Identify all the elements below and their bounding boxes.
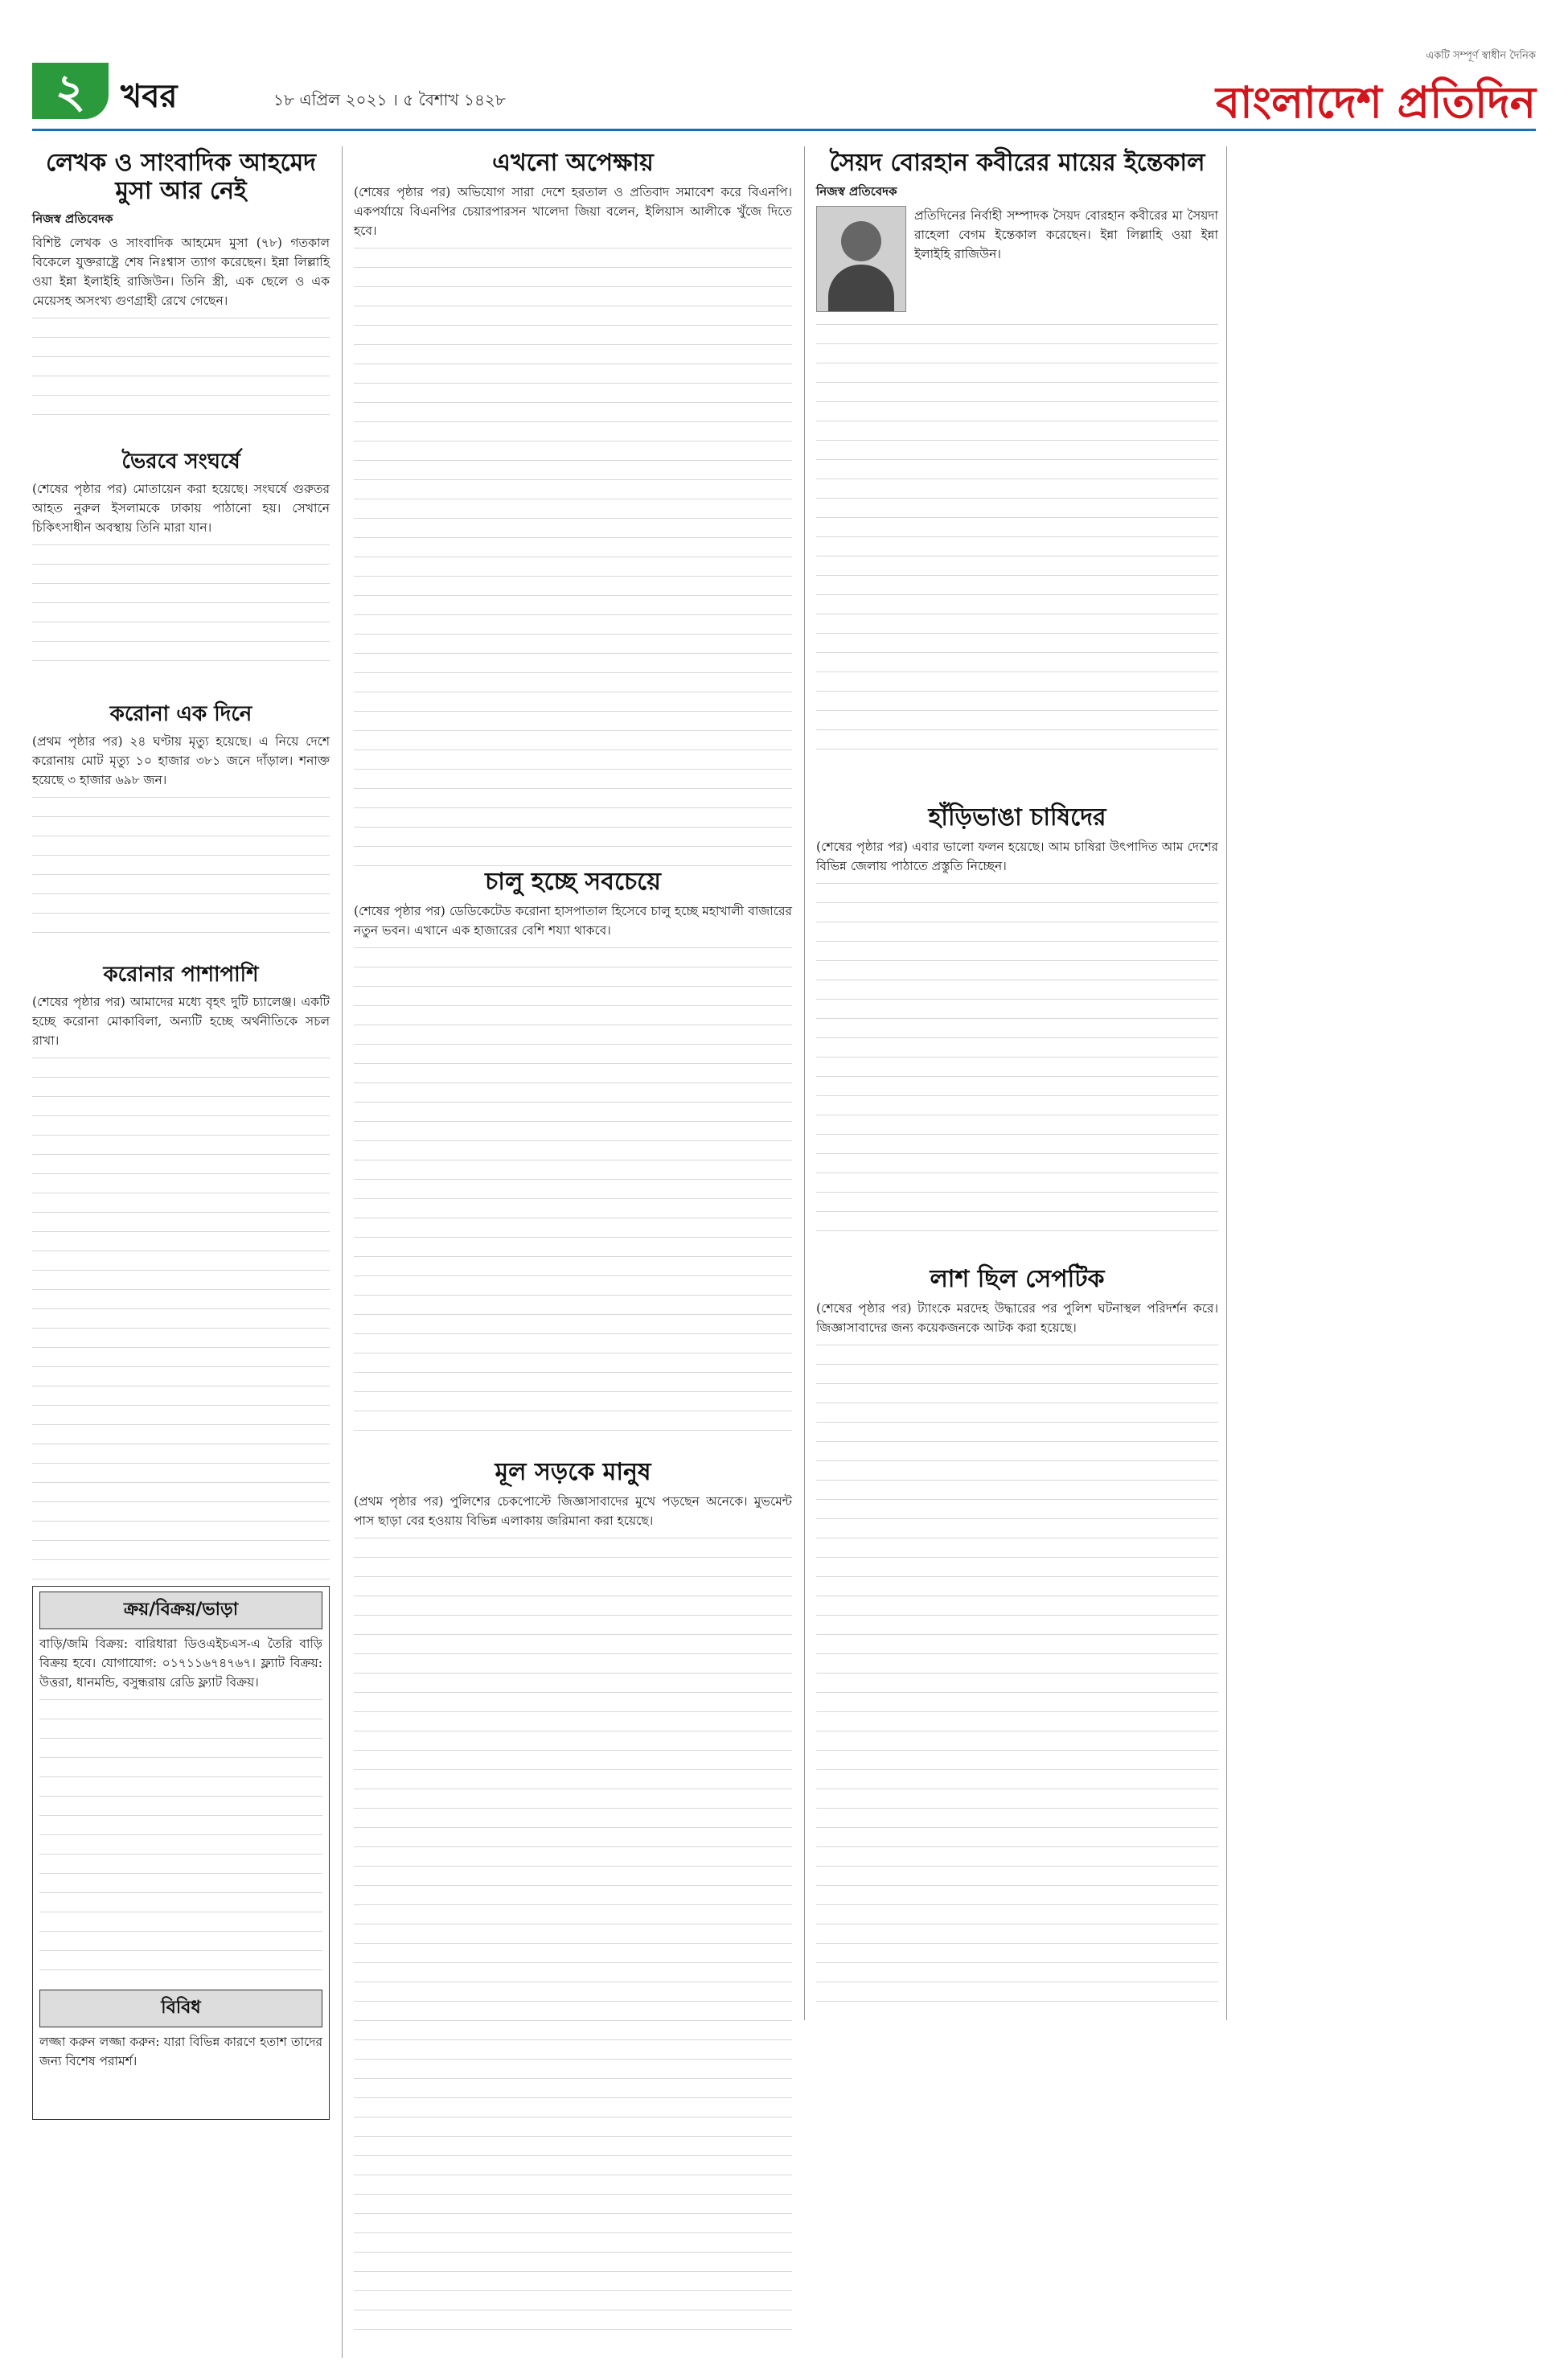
portrait-photo — [816, 206, 906, 312]
story-text: (শেষের পৃষ্ঠার পর) আমাদের মধ্যে বৃহৎ দুটি চ্যালেঞ্জ। একটি হচ্ছে করোনা মোকাবিলা, অন্যটি হচ্ছে অর্থনীতিকে সচল রাখা। — [32, 994, 330, 1048]
story-ahmed-musa — [32, 150, 330, 439]
byline: নিজস্ব প্রতিবেদক — [32, 212, 113, 226]
misc-text: লজ্জা করুন লজ্জা করুন: যারা বিভিন্ন কারণে হতাশ তাদের জন্য বিশেষ পরামর্শ। — [39, 2035, 322, 2069]
story-text: (শেষের পৃষ্ঠার পর) অভিযোগ সারা দেশে হরতাল ও প্রতিবাদ সমাবেশ করে বিএনপি। একপর্যায়ে বিএনপির চেয়ারপারসন খালেদা জিয়া বলেন, ইলিয়াস আলীকে খুঁজে দিতে হবে। — [354, 184, 792, 238]
headline: হাঁড়িভাঙা চাষিদের — [928, 803, 1106, 832]
body-text-block — [354, 940, 792, 1439]
story-text: (প্রথম পৃষ্ঠার পর) ২৪ ঘণ্টায় মৃত্যু হয়েছে। এ নিয়ে দেশে করোনায় মোট মৃত্যু ১০ হাজার ৩৮১ জনে দাঁড়াল। শনাক্ত হয়েছে ৩ হাজার ৬৯৮ জন। — [32, 733, 330, 787]
story-corona-side-by-side — [32, 963, 330, 1575]
story-still-waiting — [354, 150, 792, 857]
story-hospital-opening — [354, 869, 792, 1448]
body-text-block — [354, 1530, 792, 2335]
headline: মূল সড়কে মানুষ — [495, 1458, 651, 1486]
column-1 — [32, 146, 330, 2358]
headline: এখনো অপেক্ষায় — [492, 149, 654, 177]
story-people-main-road — [354, 1459, 792, 2343]
tagline: একটি সম্পূর্ণ স্বাধীন দৈনিক — [1426, 50, 1536, 62]
story-text: (শেষের পৃষ্ঠার পর) এবার ভালো ফলন হয়েছে। আম চাষিরা উৎপাদিত আম দেশের বিভিন্ন জেলায় পাঠাতে প্রস্তুতি নিচ্ছেন। — [816, 839, 1218, 873]
story-text: প্রতিদিনের নির্বাহী সম্পাদক সৈয়দ বোরহান কবীরের মা সৈয়দা রাহেলা বেগম ইন্তেকাল করেছেন। ইন্না লিল্লাহি ওয়া ইন্না ইলাইহি রাজিউন। — [914, 207, 1218, 261]
story-obituary-mother — [816, 150, 1218, 793]
column-rule — [804, 146, 805, 2020]
body-text-block — [354, 240, 792, 868]
story-corona-one-day — [32, 703, 330, 952]
headline: লাশ ছিল সেপটিক — [930, 1265, 1105, 1293]
dateline: ১৮ এপ্রিল ২০২১ । ৫ বৈশাখ ১৪২৮ — [273, 90, 506, 109]
body-text-block — [816, 317, 1218, 767]
story-haribhanga-farmers — [816, 804, 1218, 1255]
column-rule — [1226, 146, 1227, 2020]
body-text-block — [32, 790, 330, 934]
headline: করোনার পাশাপাশি — [103, 963, 259, 987]
paper-logo: বাংলাদেশ প্রতিদিন — [1216, 77, 1536, 128]
headline: করোনা এক দিনে — [109, 702, 252, 726]
body-text-block — [32, 537, 330, 674]
column-rule — [342, 146, 343, 2358]
classified-header: ক্রয়/বিক্রয়/ভাড়া — [39, 1592, 322, 1629]
column-3 — [816, 146, 1218, 2020]
story-bhairab — [32, 450, 330, 692]
headline: লেখক ও সাংবাদিক আহমেদ মুসা আর নেই — [45, 149, 316, 205]
headline: সৈয়দ বোরহান কবীরের মায়ের ইন্তেকাল — [829, 149, 1205, 177]
story-text: (শেষের পৃষ্ঠার পর) ডেডিকেটেড করোনা হাসপাতাল হিসেবে চালু হচ্ছে মহাখালী বাজারের নতুন ভবন। এখানে এক হাজারের বেশি শয্যা থাকবে। — [354, 903, 792, 938]
section-name: খবর — [121, 77, 178, 115]
story-text: (প্রথম পৃষ্ঠার পর) পুলিশের চেকপোস্টে জিজ্ঞাসাবাদের মুখে পড়ছেন অনেকে। মুভমেন্ট পাস ছাড়া বের হওয়ায় বিভিন্ন এলাকায় জরিমানা করা হয়েছে। — [354, 1493, 792, 1528]
column-2 — [354, 146, 792, 2358]
classified-listings — [39, 1692, 322, 1982]
classified-section — [32, 1586, 330, 2120]
classified-text: বাড়ি/জমি বিক্রয়: বারিধারা ডিওএইচএস-এ তৈরি বাড়ি বিক্রয় হবে। যোগাযোগ: ০১৭১১৬৭৪৭৬৭। ফ্ল্যাট বিক্রয়: উত্তরা, ধানমন্ডি, বসুন্ধরায় রেডি ফ্ল্যাট বিক্রয়। — [39, 1637, 322, 1690]
story-text: (শেষের পৃষ্ঠার পর) ট্যাংকে মরদেহ উদ্ধারের পর পুলিশ ঘটনাস্থল পরিদর্শন করে। জিজ্ঞাসাবাদের জন্য কয়েকজনকে আটক করা হয়েছে। — [816, 1300, 1218, 1335]
byline: নিজস্ব প্রতিবেদক — [816, 183, 897, 199]
story-text: বিশিষ্ট লেখক ও সাংবাদিক আহমেদ মুসা (৭৮) গতকাল বিকেলে যুক্তরাষ্ট্রে শেষ নিঃশ্বাস ত্যাগ করেছেন। ইন্না লিল্লাহি ওয়া ইন্না ইলাইহি রাজিউন। তিনি স্ত্রী, এক ছেলে ও এক মেয়েসহ অসংখ্য গুণগ্রাহী রেখে গেছেন। — [32, 236, 330, 309]
story-body-septic-tank — [816, 1266, 1218, 2022]
body-text-block — [32, 1050, 330, 1581]
body-text-block — [816, 1337, 1218, 2013]
headline: চালু হচ্ছে সবচেয়ে — [485, 868, 661, 896]
body-text-block — [32, 310, 330, 431]
misc-header: বিবিধ — [39, 1990, 322, 2027]
headline: ভৈরবে সংঘর্ষে — [121, 450, 240, 474]
masthead — [32, 48, 1536, 131]
body-text-block — [816, 876, 1218, 1246]
page-number: ২ — [32, 63, 109, 119]
story-text: (শেষের পৃষ্ঠার পর) মোতায়েন করা হয়েছে। সংঘর্ষে গুরুতর আহত নুরুল ইসলামকে ঢাকায় পাঠানো হয়। সেখানে চিকিৎসাধীন অবস্থায় তিনি মারা যান। — [32, 481, 330, 535]
